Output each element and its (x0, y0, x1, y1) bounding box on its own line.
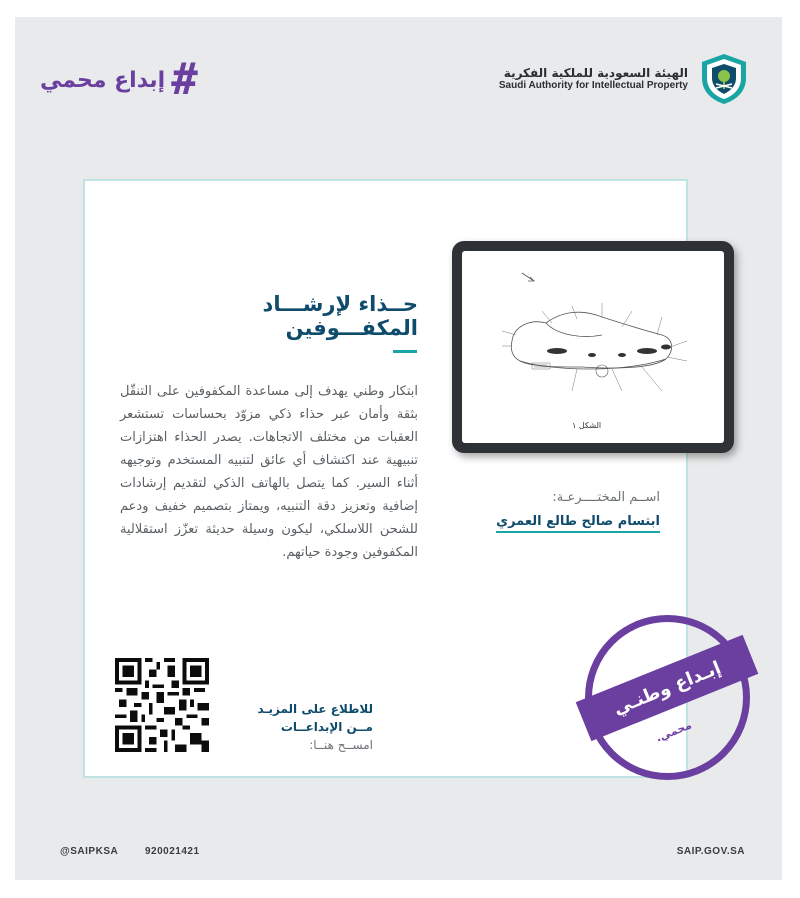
campaign-hashtag (40, 54, 198, 105)
social-handle[interactable]: @SAIPKSA (60, 846, 119, 857)
national-innovation-stamp (585, 615, 750, 780)
title-divider (393, 350, 417, 353)
authority-logo (499, 50, 752, 106)
qr-caption-line1: للاطلاع على المزيـد (257, 702, 373, 716)
website-link[interactable]: SAIP.GOV.SA (676, 846, 745, 857)
card-border-left (83, 180, 85, 777)
invention-description: ابتكار وطني يهدف إلى مساعدة المكفوفين على التنقّل بثقة وأمان عبر حذاء ذكي مزوّد بحساسات تستشعر العقبات من مختلف الاتجاهات. يصدر الحذاء اهتزازات تنبيهية عند اكتشاف أي عائق لتنبيه المستخدم وتوجيهه أثناء السير. كما يتصل بالهاتف الذكي لتقديم إرشادات إضافية وتعزيز دقة التنبيه، ويمتاز بتصميم خفيف ودعم للشحن اللاسلكي، ليكون وسيلة حديثة تعزّز استقلالية المكفوفين وجودة حياتهم. (120, 384, 418, 560)
phone-number[interactable]: 920021421 (145, 846, 200, 857)
invention-title: حــذاء لإرشـــاد المكفـــوفين (262, 292, 418, 340)
stamp-sub-text: محمي. (653, 718, 694, 745)
figure-caption: الشكل ١ (572, 421, 602, 430)
saip-emblem-icon (696, 50, 752, 106)
inventor-name: ابتسام صالح طالع العمري (496, 514, 660, 533)
authority-name-ar: الهيئة السعودية للملكية الفكرية (503, 65, 688, 80)
tablet-frame (452, 241, 734, 453)
qr-caption-line3: امســح هنــا: (309, 738, 373, 752)
hashtag-icon: # (171, 54, 198, 105)
qr-caption (218, 700, 373, 754)
qr-code-icon[interactable] (115, 658, 209, 752)
hashtag-text: إبداع محمي (40, 67, 166, 93)
qr-caption-line2: مــن الإبداعــات (280, 720, 373, 734)
authority-name-en: Saudi Authority for Intellectual Property (498, 79, 688, 91)
stamp-band-text: إبـداع وطنـي (610, 656, 724, 720)
inventor-label: اســم المختــــرعـة: (552, 490, 660, 505)
authority-name (499, 66, 688, 91)
card-border-top (83, 179, 688, 181)
shoe-drawing-icon (462, 251, 724, 443)
patent-drawing (462, 251, 724, 443)
